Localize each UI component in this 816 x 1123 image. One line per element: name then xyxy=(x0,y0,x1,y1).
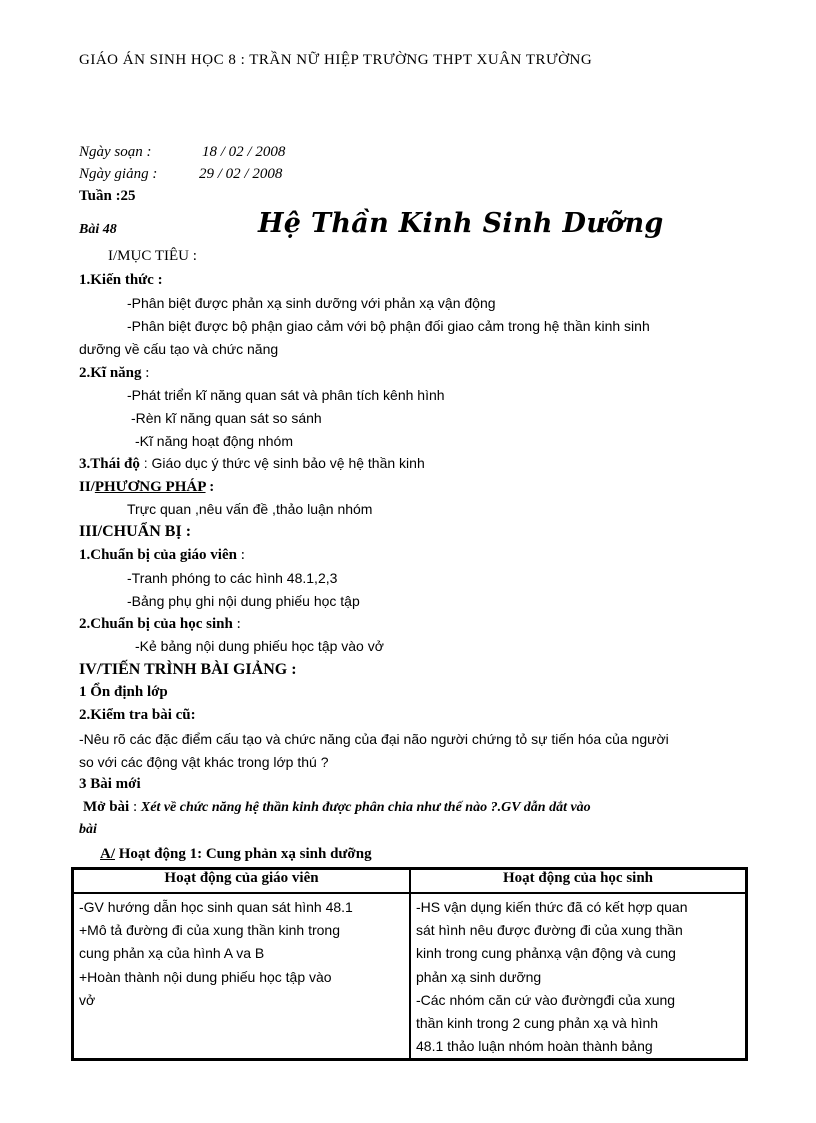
chuan-bi-gv-colon: : xyxy=(236,547,245,563)
activity-table xyxy=(71,867,748,1061)
student-activity-cell xyxy=(410,893,746,1059)
phuong-phap-heading xyxy=(79,478,214,496)
chuan-bi-gv-line xyxy=(79,546,245,564)
tien-trinh-heading: IV/TIẾN TRÌNH BÀI GIẢNG : xyxy=(79,661,297,678)
kiem-tra-1: -Nêu rõ các đặc điểm cấu tạo và chức năng của đại não người chứng tỏ sự tiến hóa của người xyxy=(79,731,669,747)
lesson-title: Hệ Thần Kinh Sinh Dưỡng xyxy=(258,208,664,239)
teacher-line: -GV hướng dẫn học sinh quan sát hình 48.1 xyxy=(79,899,353,915)
student-line: kinh trong cung phảnxạ vận động và cung xyxy=(416,945,676,962)
student-line: 48.1 thảo luận nhóm hoàn thành bảng xyxy=(416,1038,653,1055)
hoat-dong-prefix: A/ xyxy=(100,846,115,862)
kien-thuc-1: -Phân biệt được phản xạ sinh dưỡng với phản xạ vận động xyxy=(127,295,496,311)
student-line: sát hình nêu được đường đi của xung thần xyxy=(416,922,683,939)
muc-tieu-heading: I/MỤC TIÊU : xyxy=(108,248,197,264)
chuan-bi-gv-label: 1.Chuẩn bị của giáo viên xyxy=(79,547,237,563)
thai-do-line xyxy=(79,455,425,473)
header-student: Hoạt động của học sinh xyxy=(410,869,746,893)
tuan: Tuần :25 xyxy=(79,188,136,204)
ki-nang-line xyxy=(79,364,149,382)
teacher-line: vở xyxy=(79,991,96,1008)
page-header: GIÁO ÁN SINH HỌC 8 : TRẦN NỮ HIỆP TRƯỜNG THPT XUÂN TRƯỜNG xyxy=(79,52,593,68)
hoat-dong-1-title xyxy=(100,846,372,863)
student-line: -Các nhóm căn cứ vào đườngđi của xung xyxy=(416,991,676,1008)
bai-moi: 3 Bài mới xyxy=(79,776,141,792)
chuan-bi-hs-1: -Kẻ bảng nội dung phiếu học tập vào vở xyxy=(135,638,384,654)
lesson-number: Bài 48 xyxy=(79,222,117,237)
chuan-bi-hs-line xyxy=(79,615,241,633)
teacher-line: cung phản xạ của hình A va B xyxy=(79,945,265,962)
thai-do-label: 3.Thái độ xyxy=(79,456,140,472)
ki-nang-colon: : xyxy=(141,365,150,381)
student-line: -HS vận dụng kiến thức đã có kết hợp quan xyxy=(416,899,688,915)
mo-bai-line xyxy=(83,798,591,816)
kien-thuc-label: 1.Kiến thức : xyxy=(79,272,163,288)
ki-nang-3: -Kĩ năng hoạt động nhóm xyxy=(135,433,294,449)
phuong-phap-text: Trực quan ,nêu vấn đề ,thảo luận nhóm xyxy=(127,501,373,517)
mo-bai-colon: : xyxy=(129,799,141,815)
table-header-row xyxy=(73,869,746,893)
ki-nang-2: -Rèn kĩ năng quan sát so sánh xyxy=(131,410,322,426)
phuong-phap-prefix: II/ xyxy=(79,479,95,495)
thai-do-text: : Giáo dục ý thức vệ sinh bảo vệ hệ thần kinh xyxy=(139,455,425,471)
chuan-bi-heading: III/CHUẨN BỊ : xyxy=(79,523,192,540)
teacher-line: +Mô tả đường đi của xung thần kinh trong xyxy=(79,922,340,939)
chuan-bi-gv-1: -Tranh phóng to các hình 48.1,2,3 xyxy=(127,570,338,586)
kien-thuc-2b: dưỡng về cấu tạo và chức năng xyxy=(79,341,279,357)
phuong-phap-suffix: : xyxy=(205,479,215,495)
student-line: phản xạ sinh dưỡng xyxy=(416,968,542,985)
ngay-soan-value: 18 / 02 / 2008 xyxy=(202,144,286,160)
phuong-phap-title: PHƯƠNG PHÁP xyxy=(94,479,206,495)
kiem-tra-label: 2.Kiểm tra bài cũ: xyxy=(79,707,196,723)
teacher-activity-cell xyxy=(73,893,410,1059)
student-line: thần kinh trong 2 cung phản xạ và hình xyxy=(416,1015,659,1032)
table-row xyxy=(73,893,746,1059)
chuan-bi-hs-colon: : xyxy=(232,616,241,632)
teacher-line: +Hoàn thành nội dung phiếu học tập vào xyxy=(79,968,332,985)
ki-nang-1: -Phát triển kĩ năng quan sát và phân tích kênh hình xyxy=(127,387,445,403)
on-dinh-lop: 1 Ổn định lớp xyxy=(79,684,168,700)
kiem-tra-2: so với các động vật khác trong lớp thú ? xyxy=(79,754,329,770)
ngay-giang-value: 29 / 02 / 2008 xyxy=(199,166,283,182)
chuan-bi-hs-label: 2.Chuẩn bị của học sinh xyxy=(79,616,233,632)
ki-nang-label: 2.Kĩ năng xyxy=(79,365,142,381)
hoat-dong-text: Hoạt động 1: Cung phản xạ sinh dưỡng xyxy=(115,846,372,862)
mo-bai-text-2: bài xyxy=(79,822,97,837)
mo-bai-label: Mở bài xyxy=(83,799,130,815)
kien-thuc-2a: -Phân biệt được bộ phận giao cảm với bộ phận đối giao cảm trong hệ thần kinh sinh xyxy=(127,318,650,334)
header-teacher: Hoạt động của giáo viên xyxy=(73,869,410,893)
ngay-soan-label: Ngày soạn : xyxy=(79,144,152,160)
mo-bai-text-1: Xét về chức năng hệ thần kinh được phân chia như thế nào ?.GV dẫn dắt vào xyxy=(140,800,591,815)
ngay-giang-label: Ngày giảng : xyxy=(79,166,158,182)
chuan-bi-gv-2: -Bảng phụ ghi nội dung phiếu học tập xyxy=(127,593,360,609)
